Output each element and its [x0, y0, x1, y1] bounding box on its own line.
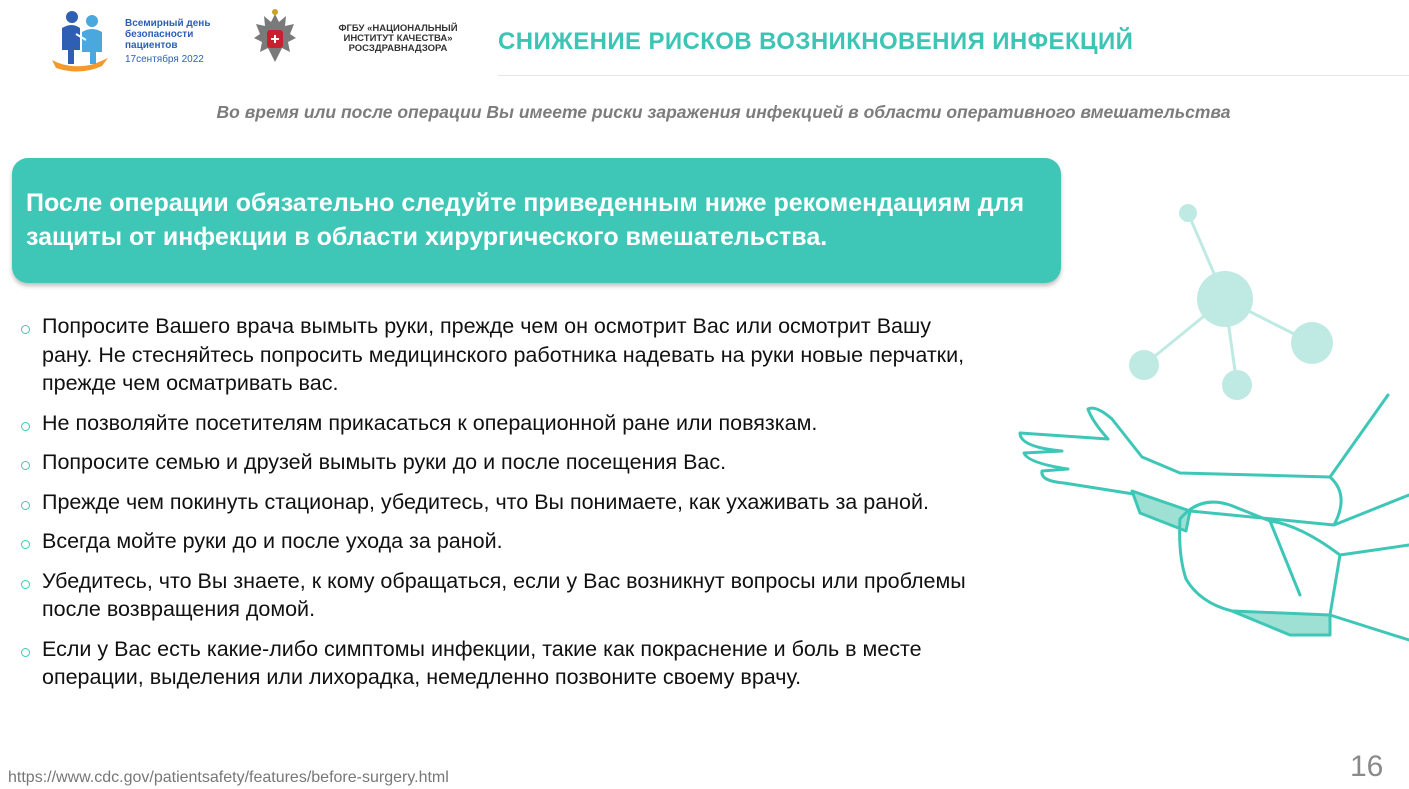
list-item-text: Попросите Вашего врача вымыть руки, прежде чем он осмотрит Вас или осмотрит Вашу рану. Не стесняйтесь попросить медицинского работника надевать на руки новые перчатки, прежде чем осматривать вас. [42, 314, 965, 395]
logo-line: Всемирный день [125, 18, 211, 29]
callout-text: После операции обязательно следуйте приведенным ниже рекомендациям для защиты от инфекции в области хирургического вмешательства. [26, 189, 1025, 251]
list-item-text: Не позволяйте посетителям прикасаться к операционной ране или повязкам. [42, 410, 818, 435]
page-title: СНИЖЕНИЕ РИСКОВ ВОЗНИКНОВЕНИЯ ИНФЕКЦИЙ [498, 28, 1134, 55]
logo-date: 17сентября 2022 [125, 54, 204, 65]
list-item-text: Если у Вас есть какие-либо симптомы инфекции, такие как покраснение и боль в месте операции, выделения или лихорадка, немедленно позвоните своему врачу. [42, 636, 922, 689]
gloved-hands-icon [1020, 395, 1409, 640]
logo-line: безопасности [125, 29, 194, 40]
list-item [20, 527, 970, 556]
circle-bullet-icon [21, 648, 30, 657]
header-divider [498, 75, 1409, 76]
callout-box [12, 158, 1061, 283]
list-item-text: Убедитесь, что Вы знаете, к кому обращаться, если у Вас возникнут вопросы или проблемы после возвращения домой. [42, 568, 966, 621]
list-item [20, 312, 970, 398]
list-item [20, 635, 970, 692]
source-link[interactable]: https://www.cdc.gov/patientsafety/features/before-surgery.html [8, 769, 449, 786]
list-item [20, 448, 970, 477]
list-item-text: Прежде чем покинуть стационар, убедитесь, что Вы понимаете, как ухаживать за раной. [42, 489, 929, 514]
slide-number: 16 [1350, 750, 1384, 783]
subtitle: Во время или после операции Вы имеете риски заражения инфекцией в области оперативного вмешательства [216, 102, 1231, 122]
circle-bullet-icon [21, 501, 30, 510]
list-item-text: Всегда мойте руки до и после ухода за раной. [42, 529, 503, 553]
list-item [20, 567, 970, 624]
circle-bullet-icon [21, 422, 30, 431]
list-item [20, 409, 970, 438]
patient-safety-day-logo [50, 8, 220, 72]
molecule-icon [1129, 204, 1333, 400]
state-emblem-logo [252, 8, 298, 68]
institute-line: ИНСТИТУТ КАЧЕСТВА» [343, 33, 453, 44]
patient-safety-logo-icon [50, 8, 120, 72]
circle-bullet-icon [21, 540, 30, 549]
circle-bullet-icon [21, 325, 30, 334]
illustration [1000, 195, 1409, 645]
state-emblem-icon [252, 8, 298, 68]
logo-line: пациентов [125, 40, 178, 51]
institute-line: ФГБУ «НАЦИОНАЛЬНЫЙ [338, 23, 458, 34]
circle-bullet-icon [21, 461, 30, 470]
recommendations-list [20, 312, 970, 703]
institute-line: РОСЗДРАВНАДЗОРА [348, 43, 448, 54]
list-item [20, 488, 970, 517]
list-item-text: Попросите семью и друзей вымыть руки до и после посещения Вас. [42, 450, 727, 474]
institute-logo [318, 24, 478, 54]
circle-bullet-icon [21, 580, 30, 589]
